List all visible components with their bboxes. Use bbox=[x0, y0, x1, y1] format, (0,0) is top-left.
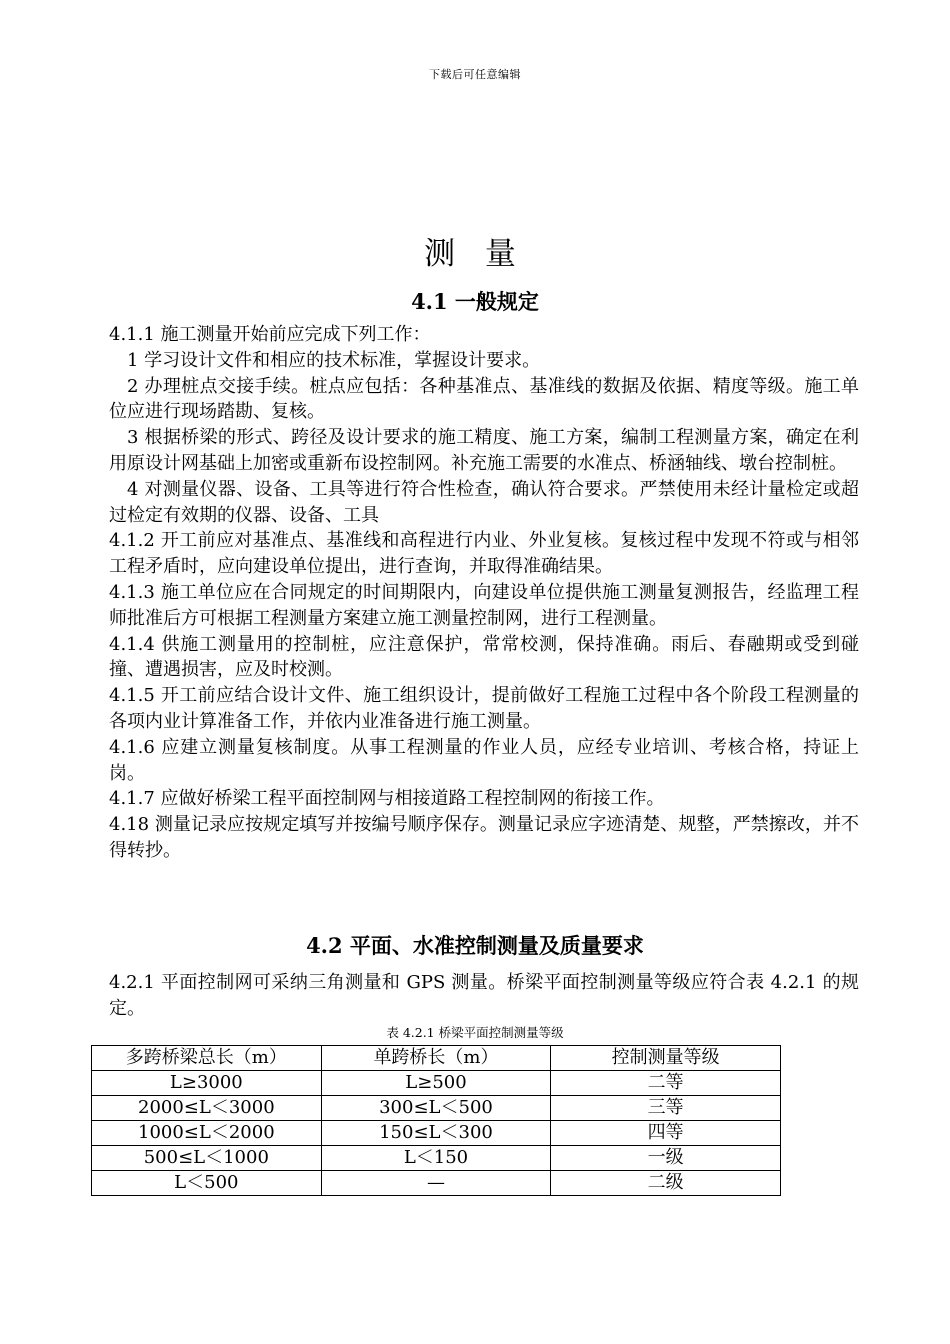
table-cell: 一级 bbox=[551, 1146, 781, 1171]
table-row bbox=[92, 1121, 781, 1146]
table-cell: 150≤L＜300 bbox=[321, 1121, 551, 1146]
table-cell: 1000≤L＜2000 bbox=[92, 1121, 322, 1146]
table-row bbox=[92, 1146, 781, 1171]
paragraph: 4.1.2 开工前应对基准点、基准线和高程进行内业、外业复核。复核过程中发现不符或与相邻工程矛盾时，应向建设单位提出，进行查询，并取得准确结果。 bbox=[109, 530, 859, 578]
paragraph: 4.2.1 平面控制网可采纳三角测量和 GPS 测量。桥梁平面控制测量等级应符合表 4.2.1 的规定。 bbox=[109, 972, 859, 1019]
header-note: 下载后可任意编辑 bbox=[429, 68, 521, 81]
paragraph: 4 对测量仪器、设备、工具等进行符合性检查，确认符合要求。严禁使用未经计量检定或超过检定有效期的仪器、设备、工具 bbox=[109, 478, 859, 526]
table-header-cell: 单跨桥长（m） bbox=[321, 1046, 551, 1071]
table-row bbox=[92, 1096, 781, 1121]
paragraph: 4.1.4 供施工测量用的控制桩，应注意保护，常常校测，保持准确。雨后、春融期或受到碰撞、遭遇损害，应及时校测。 bbox=[109, 633, 859, 681]
table-cell: L≥500 bbox=[321, 1071, 551, 1096]
table-row bbox=[92, 1071, 781, 1096]
paragraph: 4.1.7 应做好桥梁工程平面控制网与相接道路工程控制网的衔接工作。 bbox=[109, 788, 665, 810]
table-cell: 2000≤L＜3000 bbox=[92, 1096, 322, 1121]
paragraph: 3 根据桥梁的形式、跨径及设计要求的施工精度、施工方案，编制工程测量方案，确定在利用原设计网基础上加密或重新布设控制网。补充施工需要的水准点、桥涵轴线、墩台控制桩。 bbox=[109, 427, 859, 474]
table-cell: L＜150 bbox=[321, 1146, 551, 1171]
table-cell: 四等 bbox=[551, 1121, 781, 1146]
section-heading-4-1: 4.1 一般规定 bbox=[411, 289, 539, 314]
table-caption: 表 4.2.1 桥梁平面控制测量等级 bbox=[386, 1025, 564, 1040]
paragraph: 4.1.5 开工前应结合设计文件、施工组织设计，提前做好工程施工过程中各个阶段工程测量的各项内业计算准备工作，并依内业准备进行施工测量。 bbox=[109, 685, 859, 732]
table-cell: L＜500 bbox=[92, 1171, 322, 1196]
table-cell: 500≤L＜1000 bbox=[92, 1146, 322, 1171]
control-grade-table bbox=[91, 1045, 781, 1196]
table-cell: 二级 bbox=[551, 1171, 781, 1196]
table-header-row bbox=[92, 1046, 781, 1071]
table-row bbox=[92, 1171, 781, 1196]
section-4-2-body bbox=[109, 970, 859, 1022]
paragraph: 4.1.6 应建立测量复核制度。从事工程测量的作业人员，应经专业培训、考核合格，持证上岗。 bbox=[109, 736, 859, 784]
table-cell: 300≤L＜500 bbox=[321, 1096, 551, 1121]
table-cell: L≥3000 bbox=[92, 1071, 322, 1096]
table-cell: 二等 bbox=[551, 1071, 781, 1096]
paragraph: 4.1.3 施工单位应在合同规定的时间期限内，向建设单位提供施工测量复测报告，经监理工程师批准后方可根据工程测量方案建立施工测量控制网，进行工程测量。 bbox=[109, 581, 859, 629]
paragraph: 1 学习设计文件和相应的技术标准，掌握设计要求。 bbox=[127, 349, 541, 371]
paragraph: 2 办理桩点交接手续。桩点应包括：各种基准点、基准线的数据及依据、精度等级。施工单位应进行现场踏勘、复核。 bbox=[109, 375, 859, 423]
table-header-cell: 多跨桥梁总长（m） bbox=[92, 1046, 322, 1071]
table-cell: — bbox=[321, 1171, 551, 1196]
section-4-1-body bbox=[109, 322, 859, 864]
table-cell: 三等 bbox=[551, 1096, 781, 1121]
section-heading-4-2: 4.2 平面、水准控制测量及质量要求 bbox=[306, 933, 644, 958]
paragraph: 4.18 测量记录应按规定填写并按编号顺序保存。测量记录应字迹清楚、规整，严禁擦改，并不得转抄。 bbox=[109, 814, 859, 861]
page-title: 测 量 bbox=[424, 236, 526, 272]
table-header-cell: 控制测量等级 bbox=[551, 1046, 781, 1071]
paragraph: 4.1.1 施工测量开始前应完成下列工作： bbox=[109, 324, 431, 345]
